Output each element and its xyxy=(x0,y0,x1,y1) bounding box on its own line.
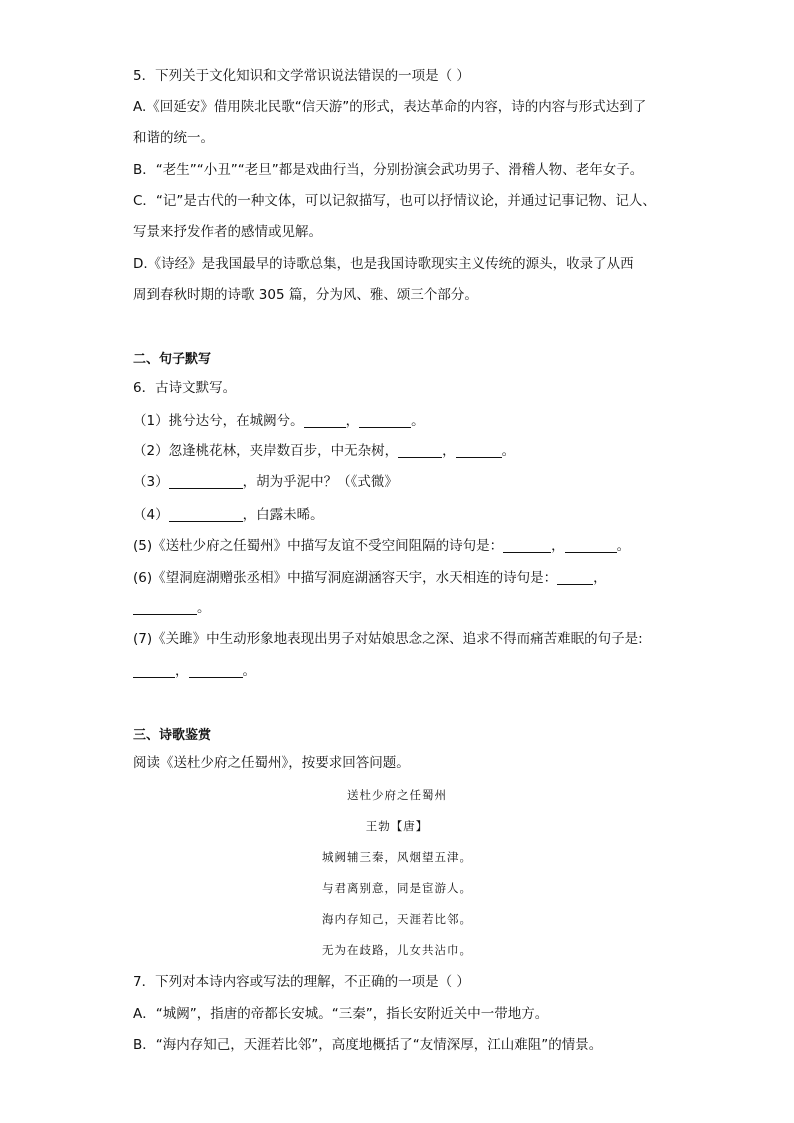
answer-blank[interactable] xyxy=(398,443,442,458)
poem-line: 城阙辅三秦，风烟望五津。 xyxy=(322,850,472,864)
q5-option-d: D.《诗经》是我国最早的诗歌总集，也是我国诗歌现实主义传统的源头，收录了从西 xyxy=(133,256,634,272)
q6-item-3-text: ，胡为乎泥中？（《式微》 xyxy=(242,474,398,490)
q6-item-3 xyxy=(133,472,398,492)
q6-item-5-text: (5)《送杜少府之任蜀州》中描写友谊不受空间阻隔的诗句是： xyxy=(133,538,504,554)
q6-item-1 xyxy=(133,411,425,431)
answer-blank[interactable] xyxy=(169,507,243,522)
poem-line: 无为在歧路，儿女共沾巾。 xyxy=(322,943,472,957)
q6-item-6-text: (6)《望洞庭湖赠张丞相》中描写洞庭湖涵容天宇，水天相连的诗句是： xyxy=(133,570,558,586)
q6-item-7 xyxy=(133,629,643,649)
answer-blank[interactable] xyxy=(565,538,617,553)
comma: ， xyxy=(175,663,189,679)
period: 。 xyxy=(501,443,516,459)
q6-item-5 xyxy=(133,536,630,556)
q7-stem: 7．下列对本诗内容或写法的理解，不正确的一项是（ ） xyxy=(133,974,470,990)
answer-blank[interactable] xyxy=(133,663,175,678)
poem-author: 王勃【唐】 xyxy=(365,819,429,833)
answer-blank[interactable] xyxy=(557,570,593,585)
poem-line: 海内存知己，天涯若比邻。 xyxy=(322,912,472,926)
q6-stem: 6．古诗文默写。 xyxy=(133,380,237,396)
period: 。 xyxy=(616,538,631,554)
q5-option-c: C．“记”是古代的一种文体，可以记叙描写，也可以抒情议论，并通过记事记物、记人、 xyxy=(133,193,656,209)
answer-blank[interactable] xyxy=(189,663,243,678)
q5-option-b: B．“老生”“小丑”“老旦”都是戏曲行当，分别扮演会武功男子、滑稽人物、老年女子。 xyxy=(133,162,644,178)
period: 。 xyxy=(242,663,256,679)
section-2-heading: 二、句子默写 xyxy=(133,352,212,367)
q6-item-6-cont xyxy=(133,598,211,618)
poem-line: 与君离别意，同是宦游人。 xyxy=(322,881,472,895)
q6-item-7-cont xyxy=(133,661,256,681)
section-3-intro: 阅读《送杜少府之任蜀州》，按要求回答问题。 xyxy=(133,755,410,771)
q6-item-4 xyxy=(133,505,324,525)
answer-blank[interactable] xyxy=(169,474,243,489)
q5-stem: 5．下列关于文化知识和文学常识说法错误的一项是（ ） xyxy=(133,68,470,84)
comma: ， xyxy=(442,443,456,459)
q7-option-a: A．“城阙”，指唐的帝都长安城。“三秦”，指长安附近关中一带地方。 xyxy=(133,1006,549,1022)
q6-item-7-text: (7)《关雎》中生动形象地表现出男子对姑娘思念之深、追求不得而痛苦难眠的句子是: xyxy=(133,631,643,647)
poem-title: 送杜少府之任蜀州 xyxy=(347,788,447,802)
answer-blank[interactable] xyxy=(304,413,346,428)
comma: ， xyxy=(345,413,360,429)
section-3-heading: 三、诗歌鉴赏 xyxy=(133,728,212,743)
q6-item-1-text: （1）挑兮达兮，在城阙兮。 xyxy=(133,413,304,429)
comma: ， xyxy=(551,538,565,554)
answer-blank[interactable] xyxy=(359,413,411,428)
q6-item-2 xyxy=(133,441,515,461)
q6-item-2-text: （2）忽逢桃花林，夹岸数百步，中无杂树， xyxy=(133,443,399,459)
q5-option-a-cont: 和谐的统一。 xyxy=(133,130,214,146)
period: 。 xyxy=(197,600,211,616)
period: 。 xyxy=(411,413,425,429)
q6-item-3-number: （3） xyxy=(133,474,169,490)
answer-blank[interactable] xyxy=(133,600,197,615)
q6-item-4-number: （4） xyxy=(133,507,169,523)
comma: ， xyxy=(593,570,607,586)
q5-option-d-cont: 周到春秋时期的诗歌 305 篇，分为风、雅、颂三个部分。 xyxy=(133,287,478,303)
answer-blank[interactable] xyxy=(503,538,551,553)
q6-item-4-text: ，白露未晞。 xyxy=(242,507,324,523)
q7-option-b: B．“海内存知己，天涯若比邻”，高度地概括了“友情深厚，江山难阻”的情景。 xyxy=(133,1037,603,1053)
q5-option-a: A.《回延安》借用陕北民歌“信天游”的形式，表达革命的内容，诗的内容与形式达到了 xyxy=(133,99,647,115)
q5-option-c-cont: 写景来抒发作者的感情或见解。 xyxy=(133,224,322,240)
q6-item-6 xyxy=(133,568,607,588)
answer-blank[interactable] xyxy=(456,443,502,458)
